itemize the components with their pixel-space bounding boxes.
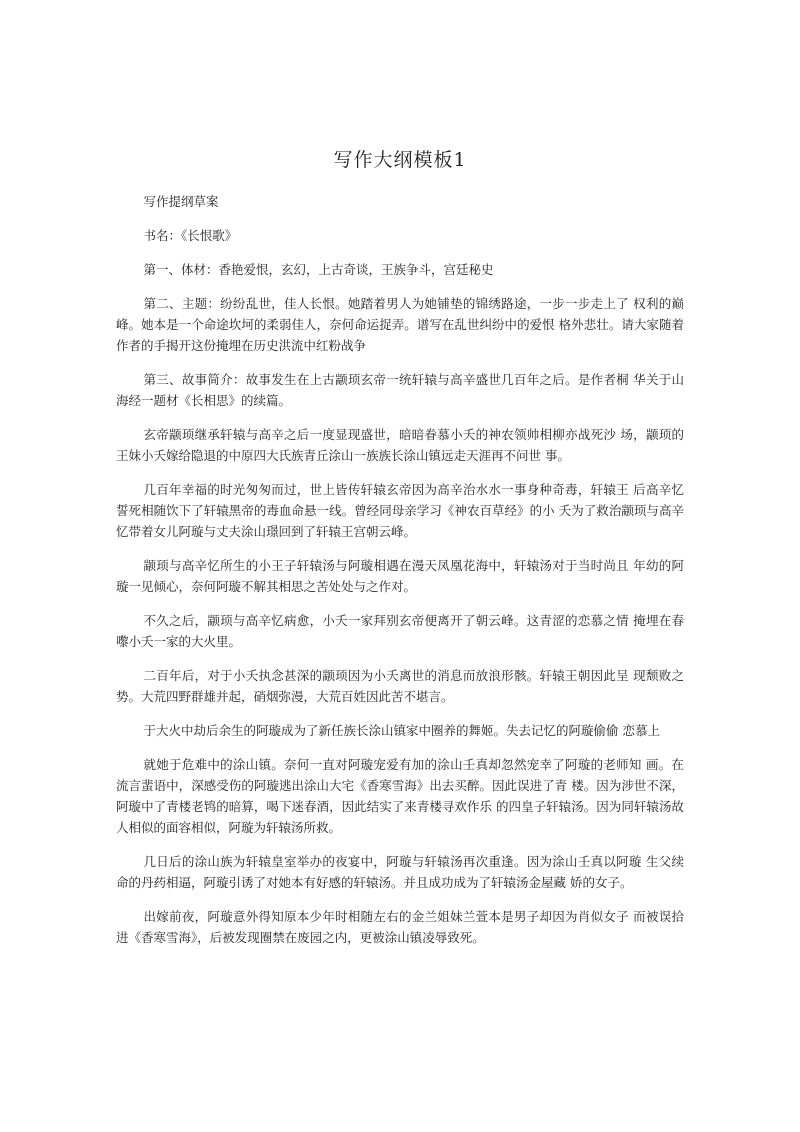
paragraph-story: 于大火中劫后余生的阿璇成为了新任族长涂山镇家中圈养的舞姬。失去记忆的阿璇偷偷 恋慕上 (143, 723, 660, 738)
paragraph-story: 几日后的涂山族为轩辕皇室举办的夜宴中，阿璇与轩辕汤再次重逢。因为涂山壬真以阿璇 生父续命的丹药相逼，阿璇引诱了对她本有好感的轩辕汤。并且成功成为了轩辕汤金屋藏 娇的女子。 (116, 854, 684, 890)
paragraph-story: 几百年幸福的时光匆匆而过，世上皆传轩辕玄帝因为高辛治水水一事身种奇毒，轩辕王 后高辛忆誓死相随饮下了轩辕黑帝的毒血命悬一线。曾经同母亲学习《神农百草经》的小 夭为了救治颛顼与高辛忆带着女儿阿璇与丈夫涂山璟回到了轩辕王宫朝云峰。 (116, 482, 684, 539)
paragraph-genre: 第一、体材：香艳爱恨，玄幻，上古奇谈，王族争斗，宫廷秘史 (143, 262, 494, 277)
paragraph-story: 出嫁前夜，阿璇意外得知原本少年时相随左右的金兰姐妹兰萱本是男子却因为肖似女子 而被误拾进《香寒雪海》，后被发现圈禁在废园之内，更被涂山镇凌辱致死。 (116, 909, 684, 945)
paragraph-story: 不久之后，颛顼与高辛忆病愈，小夭一家拜别玄帝便离开了朝云峰。这青涩的恋慕之情 掩埋在春嚟小夭一家的大火里。 (116, 613, 684, 649)
paragraph-book-title: 书名：《长恨歌》 (143, 228, 238, 243)
paragraph-story: 玄帝颛顼继承轩辕与高辛之后一度显现盛世，暗暗眷慕小夭的神农领帅相柳亦战死沙 场，颛顼的王妹小夭嫁给隐退的中原四大氏族青丘涂山一族族长涂山镇远走天涯再不问世 事。 (116, 427, 684, 463)
document-title: 写作大纲模板1 (333, 149, 467, 171)
paragraph-story: 颛顼与高辛忆所生的小王子轩辕汤与阿璇相遇在漫天凤凰花海中，轩辕汤对于当时尚且 年幼的阿璇一见倾心，奈何阿璇不解其相思之苦处处与之作对。 (116, 558, 684, 594)
paragraph-story: 二百年后，对于小夭执念甚深的颛顼因为小夭离世的消息而放浪形骸。轩辕王朝因此呈 现颓败之势。大荒四野群雄并起，硝烟弥漫，大荒百姓因此苦不堪言。 (116, 668, 684, 704)
paragraph-story: 就她于危难中的涂山镇。奈何一直对阿璇宠爱有加的涂山壬真却忽然宠幸了阿璇的老师知 画。在流言蜚语中，深感受伤的阿璇逃出涂山大宅《香寒雪海》出去买醉。因此误进了青 楼。因为涉世不深，阿璇中了青楼老鸨的暗算，喝下迷春酒，因此结实了来青楼寻欢作乐 的四皇子轩辕汤。因为同轩辕汤故人相似的面容相似，阿璇为轩辕汤所救。 (116, 757, 684, 835)
paragraph-outline-label: 写作提纲草案 (143, 194, 219, 209)
paragraph-synopsis: 第三、故事简介：故事发生在上古颛顼玄帝一统轩辕与高辛盛世几百年之后。是作者桐 华关于山海经一题材《长相思》的续篇。 (116, 372, 684, 408)
paragraph-theme: 第二、主题：纷纷乱世，佳人长恨。她踏着男人为她铺垫的锦绣路途，一步一步走上了 权利的巅峰。她本是一个命途坎坷的柔弱佳人，奈何命运捉弄。谱写在乱世纠纷中的爱恨 格外悲壮。请大家随着作者的手揭开这份掩埋在历史洪流中红粉战争 (116, 296, 684, 353)
